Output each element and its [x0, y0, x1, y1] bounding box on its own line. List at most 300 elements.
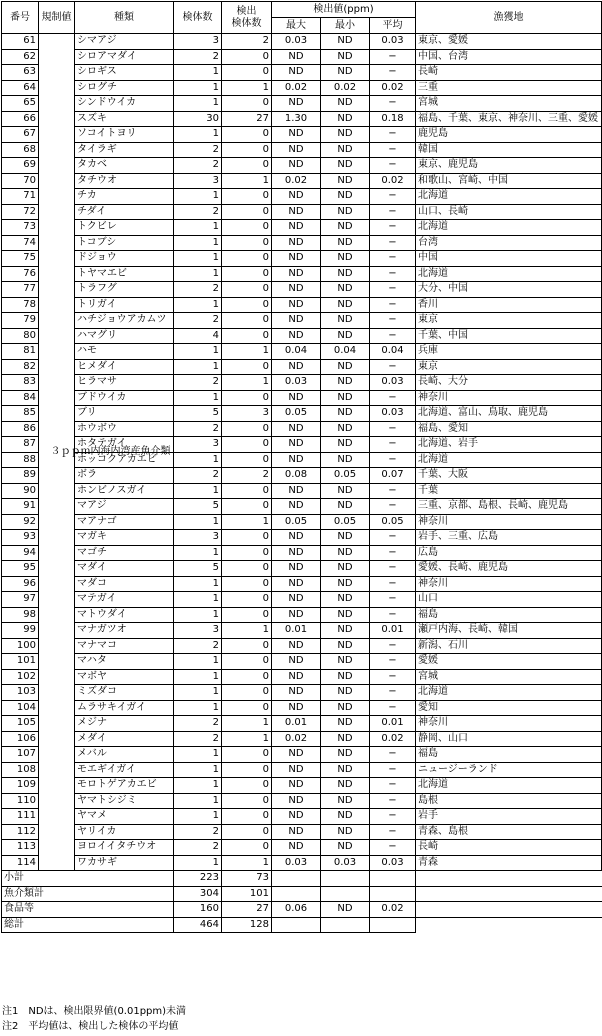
row-max: 0.03	[272, 375, 321, 391]
row-species: ヒラマサ	[75, 375, 174, 391]
row-samples: 1	[174, 80, 222, 96]
row-samples: 3	[174, 623, 222, 639]
row-avg: −	[370, 654, 416, 670]
row-no: 86	[2, 421, 39, 437]
row-max: ND	[272, 142, 321, 158]
row-no: 65	[2, 96, 39, 112]
row-min: ND	[321, 592, 370, 608]
row-avg: 0.07	[370, 468, 416, 484]
row-samples: 1	[174, 266, 222, 282]
row-origin: 中国、台湾	[416, 49, 602, 65]
row-detected: 0	[222, 282, 272, 298]
row-no: 93	[2, 530, 39, 546]
row-detected: 3	[222, 406, 272, 422]
table-row	[2, 297, 602, 313]
row-samples: 1	[174, 669, 222, 685]
row-avg: 0.03	[370, 855, 416, 871]
row-species: ホッコクアカエビ	[75, 452, 174, 468]
row-samples: 5	[174, 406, 222, 422]
row-origin: 大分、中国	[416, 282, 602, 298]
table-row	[2, 49, 602, 65]
row-species: マボヤ	[75, 669, 174, 685]
row-species: タチウオ	[75, 173, 174, 189]
row-max: ND	[272, 251, 321, 267]
summary-avg	[370, 871, 416, 887]
row-origin: 千葉、中国	[416, 328, 602, 344]
row-origin: 鹿児島	[416, 127, 602, 143]
row-min: ND	[321, 220, 370, 236]
row-samples: 3	[174, 530, 222, 546]
row-species: モロトゲアカエビ	[75, 778, 174, 794]
row-max: ND	[272, 49, 321, 65]
row-samples: 2	[174, 282, 222, 298]
row-detected: 0	[222, 313, 272, 329]
row-detected: 0	[222, 762, 272, 778]
row-samples: 3	[174, 173, 222, 189]
row-samples: 1	[174, 127, 222, 143]
row-origin: 瀬戸内海、長崎、韓国	[416, 623, 602, 639]
table-row	[2, 220, 602, 236]
summary-max: 0.06	[272, 902, 321, 918]
summary-label: 魚介類計	[2, 886, 174, 902]
row-no: 108	[2, 762, 39, 778]
table-row	[2, 592, 602, 608]
row-max: 0.01	[272, 623, 321, 639]
row-origin: 神奈川	[416, 390, 602, 406]
row-avg: −	[370, 778, 416, 794]
row-origin: 愛媛、長崎、鹿児島	[416, 561, 602, 577]
row-detected: 0	[222, 235, 272, 251]
row-detected: 0	[222, 607, 272, 623]
row-min: 0.05	[321, 468, 370, 484]
row-max: ND	[272, 685, 321, 701]
table-row	[2, 142, 602, 158]
row-avg: −	[370, 421, 416, 437]
row-max: ND	[272, 499, 321, 515]
row-detected: 1	[222, 344, 272, 360]
row-min: ND	[321, 840, 370, 856]
row-no: 64	[2, 80, 39, 96]
row-samples: 1	[174, 483, 222, 499]
table-row	[2, 282, 602, 298]
table-row	[2, 204, 602, 220]
row-samples: 1	[174, 344, 222, 360]
row-origin: 北海道	[416, 452, 602, 468]
row-avg: −	[370, 96, 416, 112]
row-origin: 千葉	[416, 483, 602, 499]
row-no: 95	[2, 561, 39, 577]
summary-samples: 223	[174, 871, 222, 887]
summary-row	[2, 902, 602, 918]
row-samples: 1	[174, 607, 222, 623]
row-no: 81	[2, 344, 39, 360]
row-min: ND	[321, 452, 370, 468]
table-row	[2, 266, 602, 282]
row-samples: 1	[174, 576, 222, 592]
table-row	[2, 328, 602, 344]
row-species: マトウダイ	[75, 607, 174, 623]
row-no: 98	[2, 607, 39, 623]
row-no: 100	[2, 638, 39, 654]
row-origin: 岩手	[416, 809, 602, 825]
row-species: メジナ	[75, 716, 174, 732]
row-avg: 0.03	[370, 375, 416, 391]
row-origin: 北海道	[416, 189, 602, 205]
row-avg: −	[370, 669, 416, 685]
row-detected: 0	[222, 390, 272, 406]
row-species: ヤリイカ	[75, 824, 174, 840]
row-samples: 2	[174, 638, 222, 654]
row-no: 106	[2, 731, 39, 747]
row-avg: −	[370, 809, 416, 825]
row-avg: −	[370, 251, 416, 267]
row-max: 0.08	[272, 468, 321, 484]
row-detected: 0	[222, 251, 272, 267]
row-avg: 0.03	[370, 34, 416, 50]
row-detected: 0	[222, 359, 272, 375]
row-origin: 静岡、山口	[416, 731, 602, 747]
row-avg: −	[370, 685, 416, 701]
row-no: 90	[2, 483, 39, 499]
row-max: ND	[272, 809, 321, 825]
row-min: ND	[321, 437, 370, 453]
row-min: ND	[321, 809, 370, 825]
table-row	[2, 669, 602, 685]
row-detected: 0	[222, 437, 272, 453]
row-origin: 神奈川	[416, 576, 602, 592]
row-detected: 0	[222, 266, 272, 282]
row-avg: −	[370, 452, 416, 468]
row-detected: 0	[222, 158, 272, 174]
row-avg: −	[370, 204, 416, 220]
row-origin: 北海道、岩手	[416, 437, 602, 453]
row-max: ND	[272, 840, 321, 856]
row-origin: 福島、愛知	[416, 421, 602, 437]
table-row	[2, 437, 602, 453]
table-row	[2, 623, 602, 639]
row-no: 78	[2, 297, 39, 313]
row-detected: 27	[222, 111, 272, 127]
row-species: シロアマダイ	[75, 49, 174, 65]
row-detected: 0	[222, 685, 272, 701]
row-species: マハタ	[75, 654, 174, 670]
row-no: 87	[2, 437, 39, 453]
row-no: 66	[2, 111, 39, 127]
row-detected: 0	[222, 452, 272, 468]
row-species: ボラ	[75, 468, 174, 484]
header-origin: 漁獲地	[416, 2, 602, 34]
table-row	[2, 421, 602, 437]
row-max: ND	[272, 96, 321, 112]
table-row	[2, 607, 602, 623]
row-samples: 4	[174, 328, 222, 344]
row-max: 0.02	[272, 731, 321, 747]
row-species: ヒメダイ	[75, 359, 174, 375]
row-no: 70	[2, 173, 39, 189]
row-samples: 2	[174, 731, 222, 747]
row-detected: 0	[222, 778, 272, 794]
summary-origin-blank	[416, 917, 602, 933]
row-avg: −	[370, 220, 416, 236]
row-samples: 1	[174, 251, 222, 267]
row-species: ハチジョウアカムツ	[75, 313, 174, 329]
row-min: ND	[321, 313, 370, 329]
note-1: 注1 NDは、検出限界値(0.01ppm)未満	[2, 1006, 187, 1017]
header-no: 番号	[2, 2, 39, 34]
table-row	[2, 34, 602, 50]
row-species: ホンビノスガイ	[75, 483, 174, 499]
summary-min: ND	[321, 902, 370, 918]
row-max: ND	[272, 65, 321, 81]
row-origin: 宮城	[416, 96, 602, 112]
row-samples: 1	[174, 700, 222, 716]
table-row	[2, 855, 602, 871]
table-row	[2, 638, 602, 654]
row-max: ND	[272, 793, 321, 809]
row-no: 109	[2, 778, 39, 794]
row-no: 104	[2, 700, 39, 716]
row-avg: −	[370, 592, 416, 608]
row-avg: −	[370, 762, 416, 778]
row-avg: −	[370, 266, 416, 282]
row-origin: 山口、長崎	[416, 204, 602, 220]
row-min: ND	[321, 49, 370, 65]
row-species: ドジョウ	[75, 251, 174, 267]
table-row	[2, 762, 602, 778]
row-min: ND	[321, 483, 370, 499]
row-species: スズキ	[75, 111, 174, 127]
row-species: マダコ	[75, 576, 174, 592]
row-avg: 0.02	[370, 173, 416, 189]
row-origin: ニュージーランド	[416, 762, 602, 778]
row-min: ND	[321, 747, 370, 763]
row-samples: 2	[174, 313, 222, 329]
row-detected: 0	[222, 328, 272, 344]
row-avg: −	[370, 638, 416, 654]
table-row	[2, 375, 602, 391]
summary-max	[272, 917, 321, 933]
results-table	[1, 1, 602, 933]
row-detected: 2	[222, 34, 272, 50]
row-no: 77	[2, 282, 39, 298]
row-detected: 0	[222, 654, 272, 670]
row-no: 103	[2, 685, 39, 701]
row-avg: −	[370, 142, 416, 158]
row-detected: 0	[222, 576, 272, 592]
table-row	[2, 111, 602, 127]
table-row	[2, 313, 602, 329]
table-row	[2, 80, 602, 96]
row-origin: 台湾	[416, 235, 602, 251]
table-row	[2, 809, 602, 825]
row-no: 62	[2, 49, 39, 65]
row-origin: 三重	[416, 80, 602, 96]
row-min: 0.05	[321, 514, 370, 530]
row-max: ND	[272, 282, 321, 298]
summary-avg: 0.02	[370, 902, 416, 918]
row-min: ND	[321, 251, 370, 267]
row-min: ND	[321, 731, 370, 747]
row-avg: −	[370, 561, 416, 577]
row-origin: 千葉、大阪	[416, 468, 602, 484]
row-no: 96	[2, 576, 39, 592]
row-species: トヤマエビ	[75, 266, 174, 282]
row-detected: 2	[222, 468, 272, 484]
row-origin: 中国	[416, 251, 602, 267]
row-species: ヤマトシジミ	[75, 793, 174, 809]
row-no: 75	[2, 251, 39, 267]
row-avg: −	[370, 700, 416, 716]
row-origin: 北海道	[416, 685, 602, 701]
row-samples: 2	[174, 375, 222, 391]
row-origin: 山口	[416, 592, 602, 608]
row-species: シンドウイカ	[75, 96, 174, 112]
row-origin: 東京	[416, 359, 602, 375]
row-detected: 0	[222, 545, 272, 561]
summary-detected: 73	[222, 871, 272, 887]
row-species: ブドウイカ	[75, 390, 174, 406]
row-no: 63	[2, 65, 39, 81]
row-max: ND	[272, 313, 321, 329]
row-max: ND	[272, 390, 321, 406]
row-species: マナガツオ	[75, 623, 174, 639]
row-min: ND	[321, 530, 370, 546]
row-origin: 東京、鹿児島	[416, 158, 602, 174]
row-detected: 1	[222, 716, 272, 732]
row-no: 79	[2, 313, 39, 329]
row-origin: 香川	[416, 297, 602, 313]
row-samples: 1	[174, 855, 222, 871]
row-detected: 0	[222, 809, 272, 825]
summary-label: 小計	[2, 871, 174, 887]
row-origin: 福島	[416, 747, 602, 763]
row-max: ND	[272, 561, 321, 577]
row-samples: 1	[174, 96, 222, 112]
row-detected: 0	[222, 142, 272, 158]
row-samples: 1	[174, 220, 222, 236]
row-max: 0.02	[272, 173, 321, 189]
row-no: 74	[2, 235, 39, 251]
table-row	[2, 390, 602, 406]
row-origin: 兵庫	[416, 344, 602, 360]
summary-detected: 128	[222, 917, 272, 933]
row-species: マアナゴ	[75, 514, 174, 530]
row-origin: 三重、京都、島根、長崎、鹿児島	[416, 499, 602, 515]
row-no: 69	[2, 158, 39, 174]
row-avg: 0.02	[370, 80, 416, 96]
row-origin: 愛知	[416, 700, 602, 716]
summary-avg	[370, 886, 416, 902]
row-origin: 東京	[416, 313, 602, 329]
row-species: シロギス	[75, 65, 174, 81]
row-max: ND	[272, 452, 321, 468]
row-min: ND	[321, 359, 370, 375]
table-row	[2, 700, 602, 716]
row-avg: −	[370, 793, 416, 809]
table-row	[2, 747, 602, 763]
row-samples: 2	[174, 716, 222, 732]
row-detected: 1	[222, 173, 272, 189]
row-samples: 1	[174, 297, 222, 313]
row-no: 72	[2, 204, 39, 220]
row-species: マアジ	[75, 499, 174, 515]
row-max: 0.05	[272, 406, 321, 422]
table-row	[2, 545, 602, 561]
row-max: ND	[272, 421, 321, 437]
row-avg: −	[370, 530, 416, 546]
row-samples: 1	[174, 65, 222, 81]
row-avg: −	[370, 840, 416, 856]
summary-max	[272, 886, 321, 902]
row-min: ND	[321, 204, 370, 220]
row-min: ND	[321, 235, 370, 251]
row-samples: 1	[174, 390, 222, 406]
row-max: ND	[272, 266, 321, 282]
row-samples: 1	[174, 235, 222, 251]
row-species: ワカサギ	[75, 855, 174, 871]
row-origin: 長崎	[416, 840, 602, 856]
row-avg: 0.18	[370, 111, 416, 127]
row-no: 89	[2, 468, 39, 484]
row-max: ND	[272, 127, 321, 143]
summary-origin-blank	[416, 871, 602, 887]
row-detected: 0	[222, 530, 272, 546]
row-detected: 0	[222, 297, 272, 313]
row-samples: 1	[174, 685, 222, 701]
row-samples: 2	[174, 840, 222, 856]
row-species: ソコイトヨリ	[75, 127, 174, 143]
row-min: ND	[321, 328, 370, 344]
row-avg: −	[370, 390, 416, 406]
header-samples: 検体数	[174, 2, 222, 34]
row-no: 94	[2, 545, 39, 561]
row-origin: 青森	[416, 855, 602, 871]
row-avg: −	[370, 499, 416, 515]
row-species: ミズダコ	[75, 685, 174, 701]
row-max: ND	[272, 204, 321, 220]
row-origin: 愛媛	[416, 654, 602, 670]
row-avg: −	[370, 189, 416, 205]
row-detected: 0	[222, 220, 272, 236]
row-no: 102	[2, 669, 39, 685]
header-detected-values: 検出値(ppm)	[272, 2, 416, 18]
row-avg: 0.05	[370, 514, 416, 530]
row-min: ND	[321, 561, 370, 577]
table-body	[2, 34, 602, 933]
row-avg: −	[370, 359, 416, 375]
row-avg: −	[370, 483, 416, 499]
row-origin: 福島	[416, 607, 602, 623]
row-samples: 2	[174, 158, 222, 174]
table-header	[2, 2, 602, 34]
table-row	[2, 452, 602, 468]
row-samples: 2	[174, 204, 222, 220]
row-origin: 広島	[416, 545, 602, 561]
table-row	[2, 189, 602, 205]
row-species: タイラギ	[75, 142, 174, 158]
row-detected: 0	[222, 793, 272, 809]
row-species: マテガイ	[75, 592, 174, 608]
row-samples: 1	[174, 778, 222, 794]
row-detected: 0	[222, 840, 272, 856]
row-species: メバル	[75, 747, 174, 763]
row-detected: 0	[222, 638, 272, 654]
row-avg: −	[370, 607, 416, 623]
row-detected: 0	[222, 669, 272, 685]
notes	[2, 1004, 186, 1034]
row-no: 80	[2, 328, 39, 344]
row-no: 68	[2, 142, 39, 158]
